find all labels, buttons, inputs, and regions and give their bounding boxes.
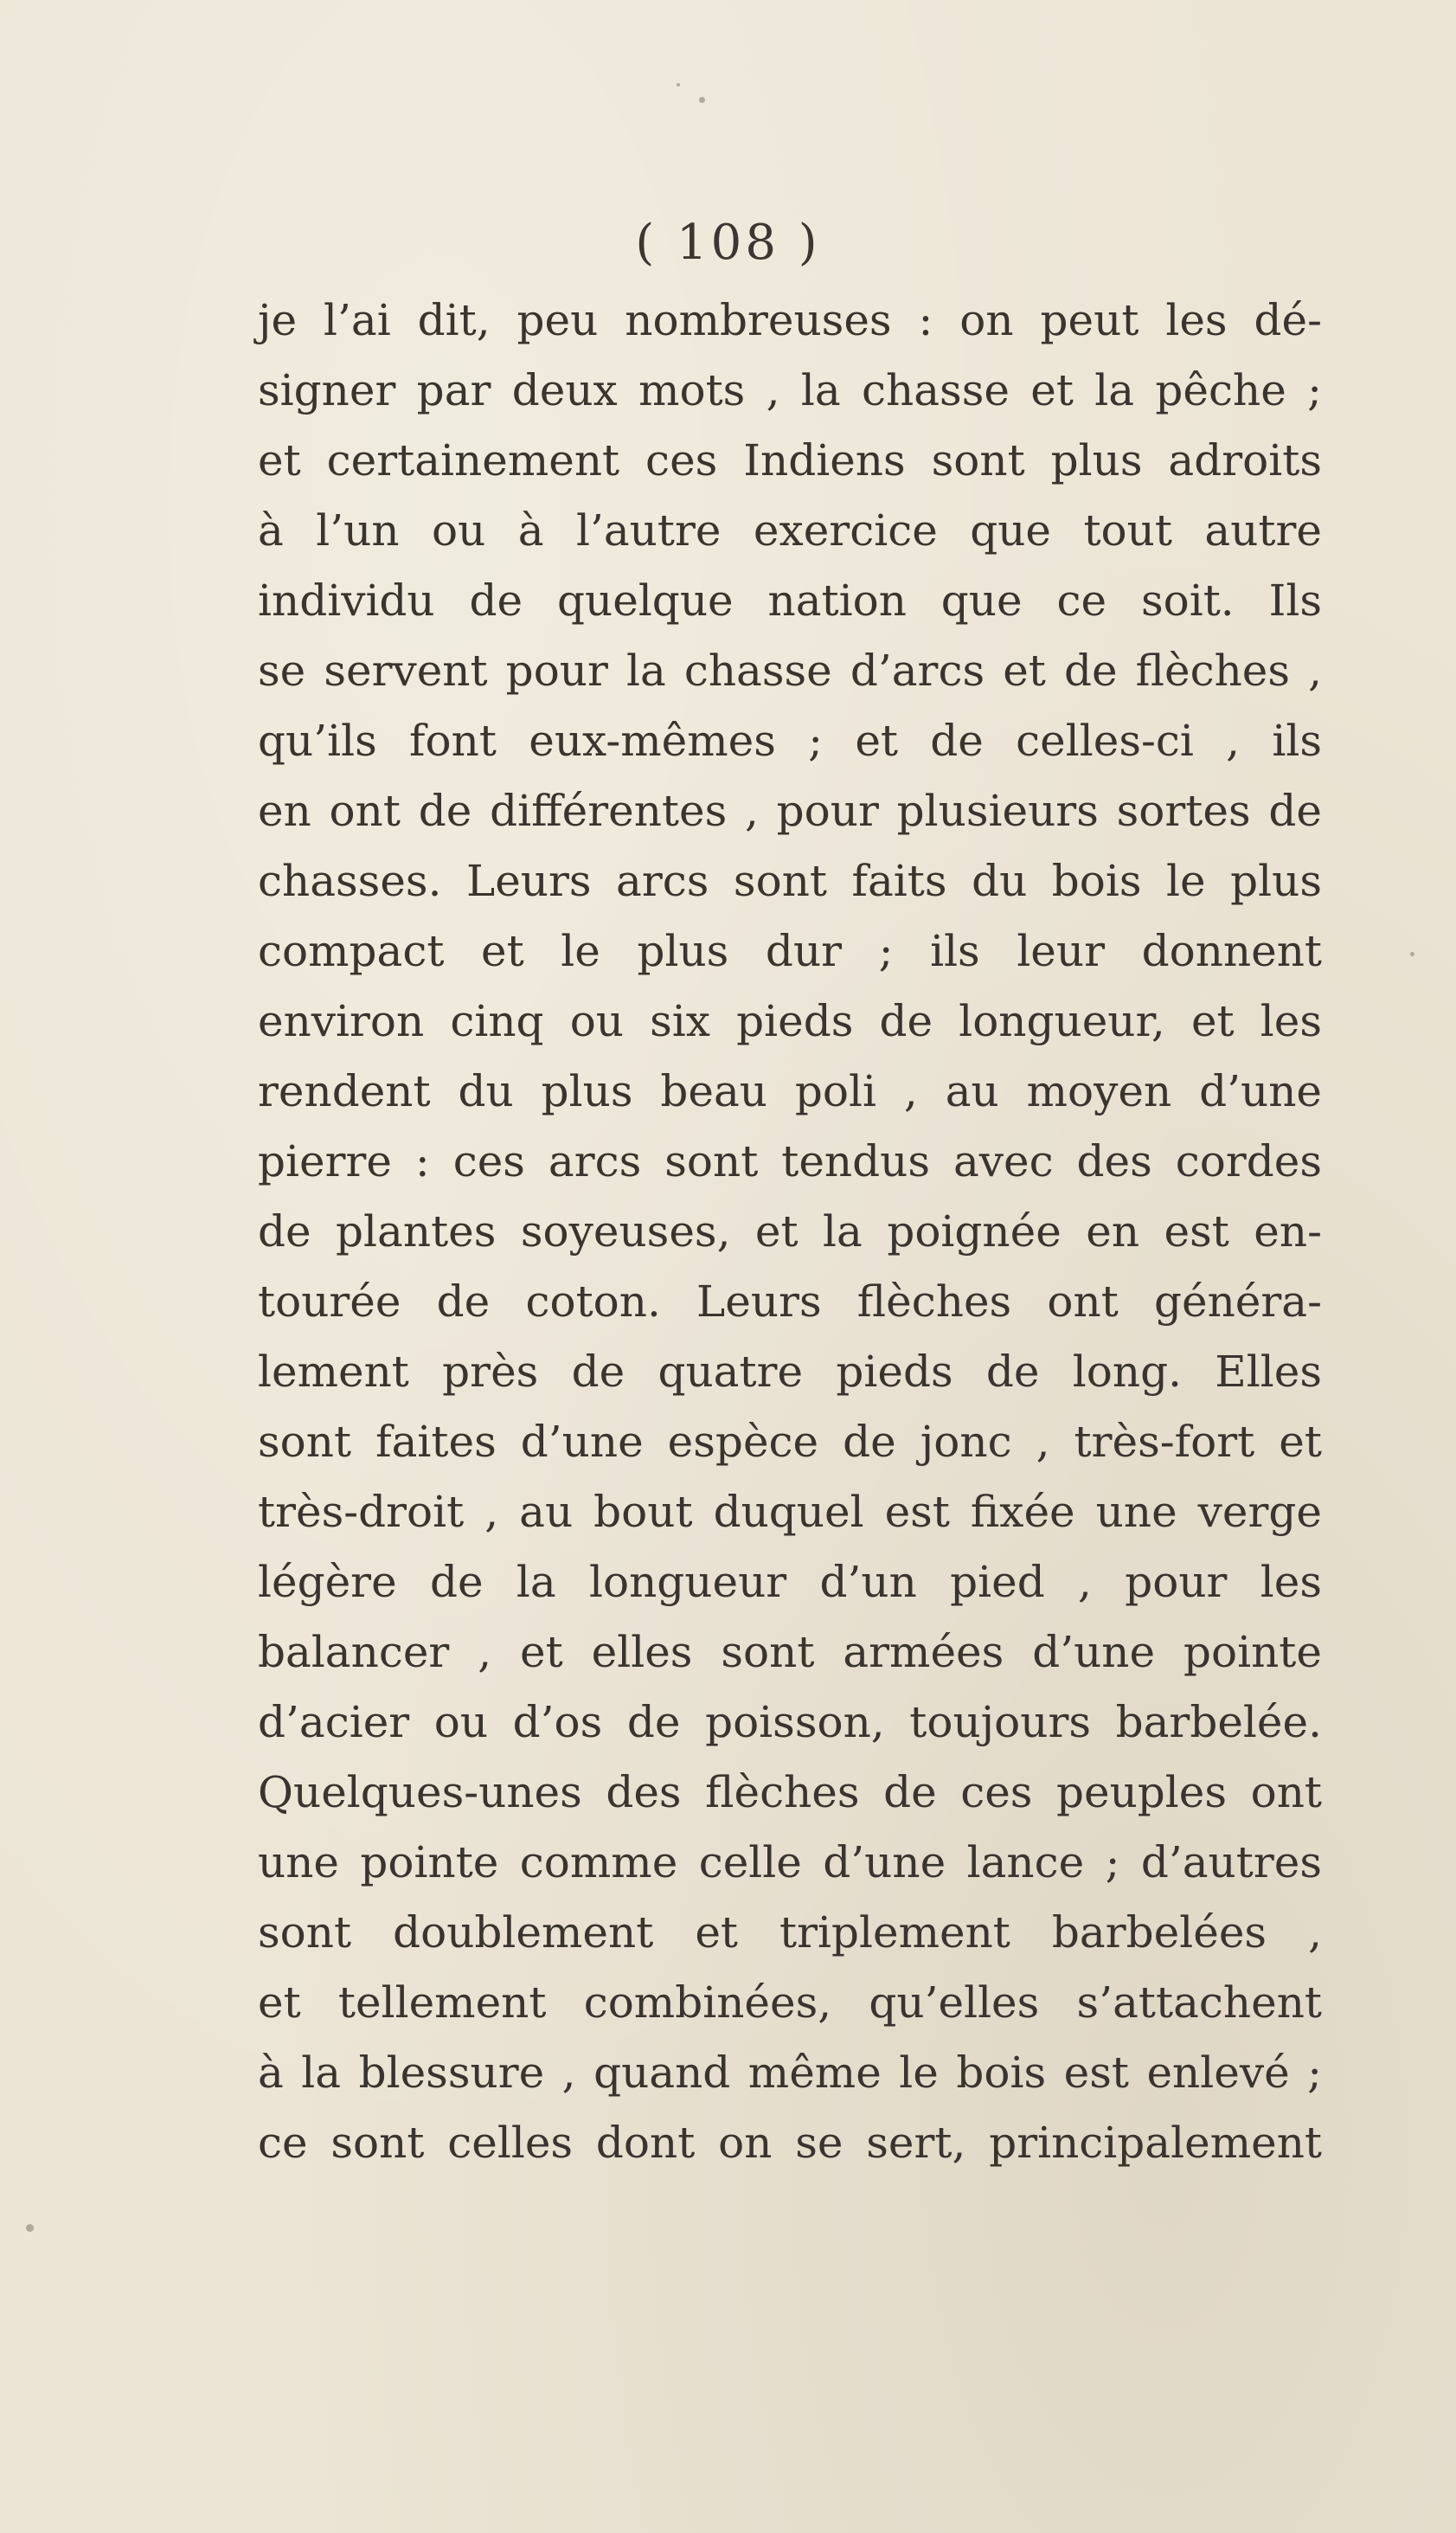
text-line: rendent du plus beau poli , au moyen d’une [258, 1066, 1322, 1116]
text-line: tourée de coton. Leurs flèches ont généra- [258, 1276, 1322, 1327]
text-line: en ont de différentes , pour plusieurs sortes de [258, 786, 1322, 836]
body-text [258, 286, 1322, 2178]
text-line: se servent pour la chasse d’arcs et de flèches , [258, 646, 1322, 696]
text-line: sont doublement et triplement barbelées , [258, 1907, 1322, 1958]
paper-speck [1410, 952, 1414, 956]
text-line: chasses. Leurs arcs sont faits du bois le plus [258, 856, 1322, 906]
text-line: légère de la longueur d’un pied , pour les [258, 1557, 1322, 1607]
text-line: de plantes soyeuses, et la poignée en est en- [258, 1206, 1322, 1257]
text-line: une pointe comme celle d’une lance ; d’autres [258, 1837, 1322, 1887]
text-line: et tellement combinées, qu’elles s’attachent [258, 1977, 1322, 2028]
text-line: individu de quelque nation que ce soit. Ils [258, 575, 1322, 626]
paper-speck [677, 83, 680, 87]
text-line: et certainement ces Indiens sont plus adroits [258, 435, 1322, 485]
text-line: sont faites d’une espèce de jonc , très-fort et [258, 1417, 1322, 1467]
text-line: lement près de quatre pieds de long. Elles [258, 1347, 1322, 1397]
text-line: compact et le plus dur ; ils leur donnent [258, 926, 1322, 976]
text-line: à l’un ou à l’autre exercice que tout autre [258, 505, 1322, 556]
text-line: très-droit , au bout duquel est fixée une verge [258, 1487, 1322, 1537]
text-line: signer par deux mots , la chasse et la pêche ; [258, 365, 1322, 415]
page-number: ( 108 ) [635, 215, 821, 271]
paper-speck [26, 2224, 34, 2232]
text-line: balancer , et elles sont armées d’une pointe [258, 1627, 1322, 1677]
text-line: ce sont celles dont on se sert, principalement [258, 2118, 1322, 2168]
text-line: Quelques-unes des flèches de ces peuples ont [258, 1767, 1322, 1817]
paper-speck [699, 97, 705, 103]
text-line: d’acier ou d’os de poisson, toujours barbelée. [258, 1697, 1322, 1747]
text-line: qu’ils font eux-mêmes ; et de celles-ci , ils [258, 716, 1322, 766]
text-line: je l’ai dit, peu nombreuses : on peut les dé- [258, 295, 1322, 345]
text-line: pierre : ces arcs sont tendus avec des cordes [258, 1136, 1322, 1186]
text-line: à la blessure , quand même le bois est enlevé ; [258, 2048, 1322, 2098]
text-line: environ cinq ou six pieds de longueur, et les [258, 996, 1322, 1046]
